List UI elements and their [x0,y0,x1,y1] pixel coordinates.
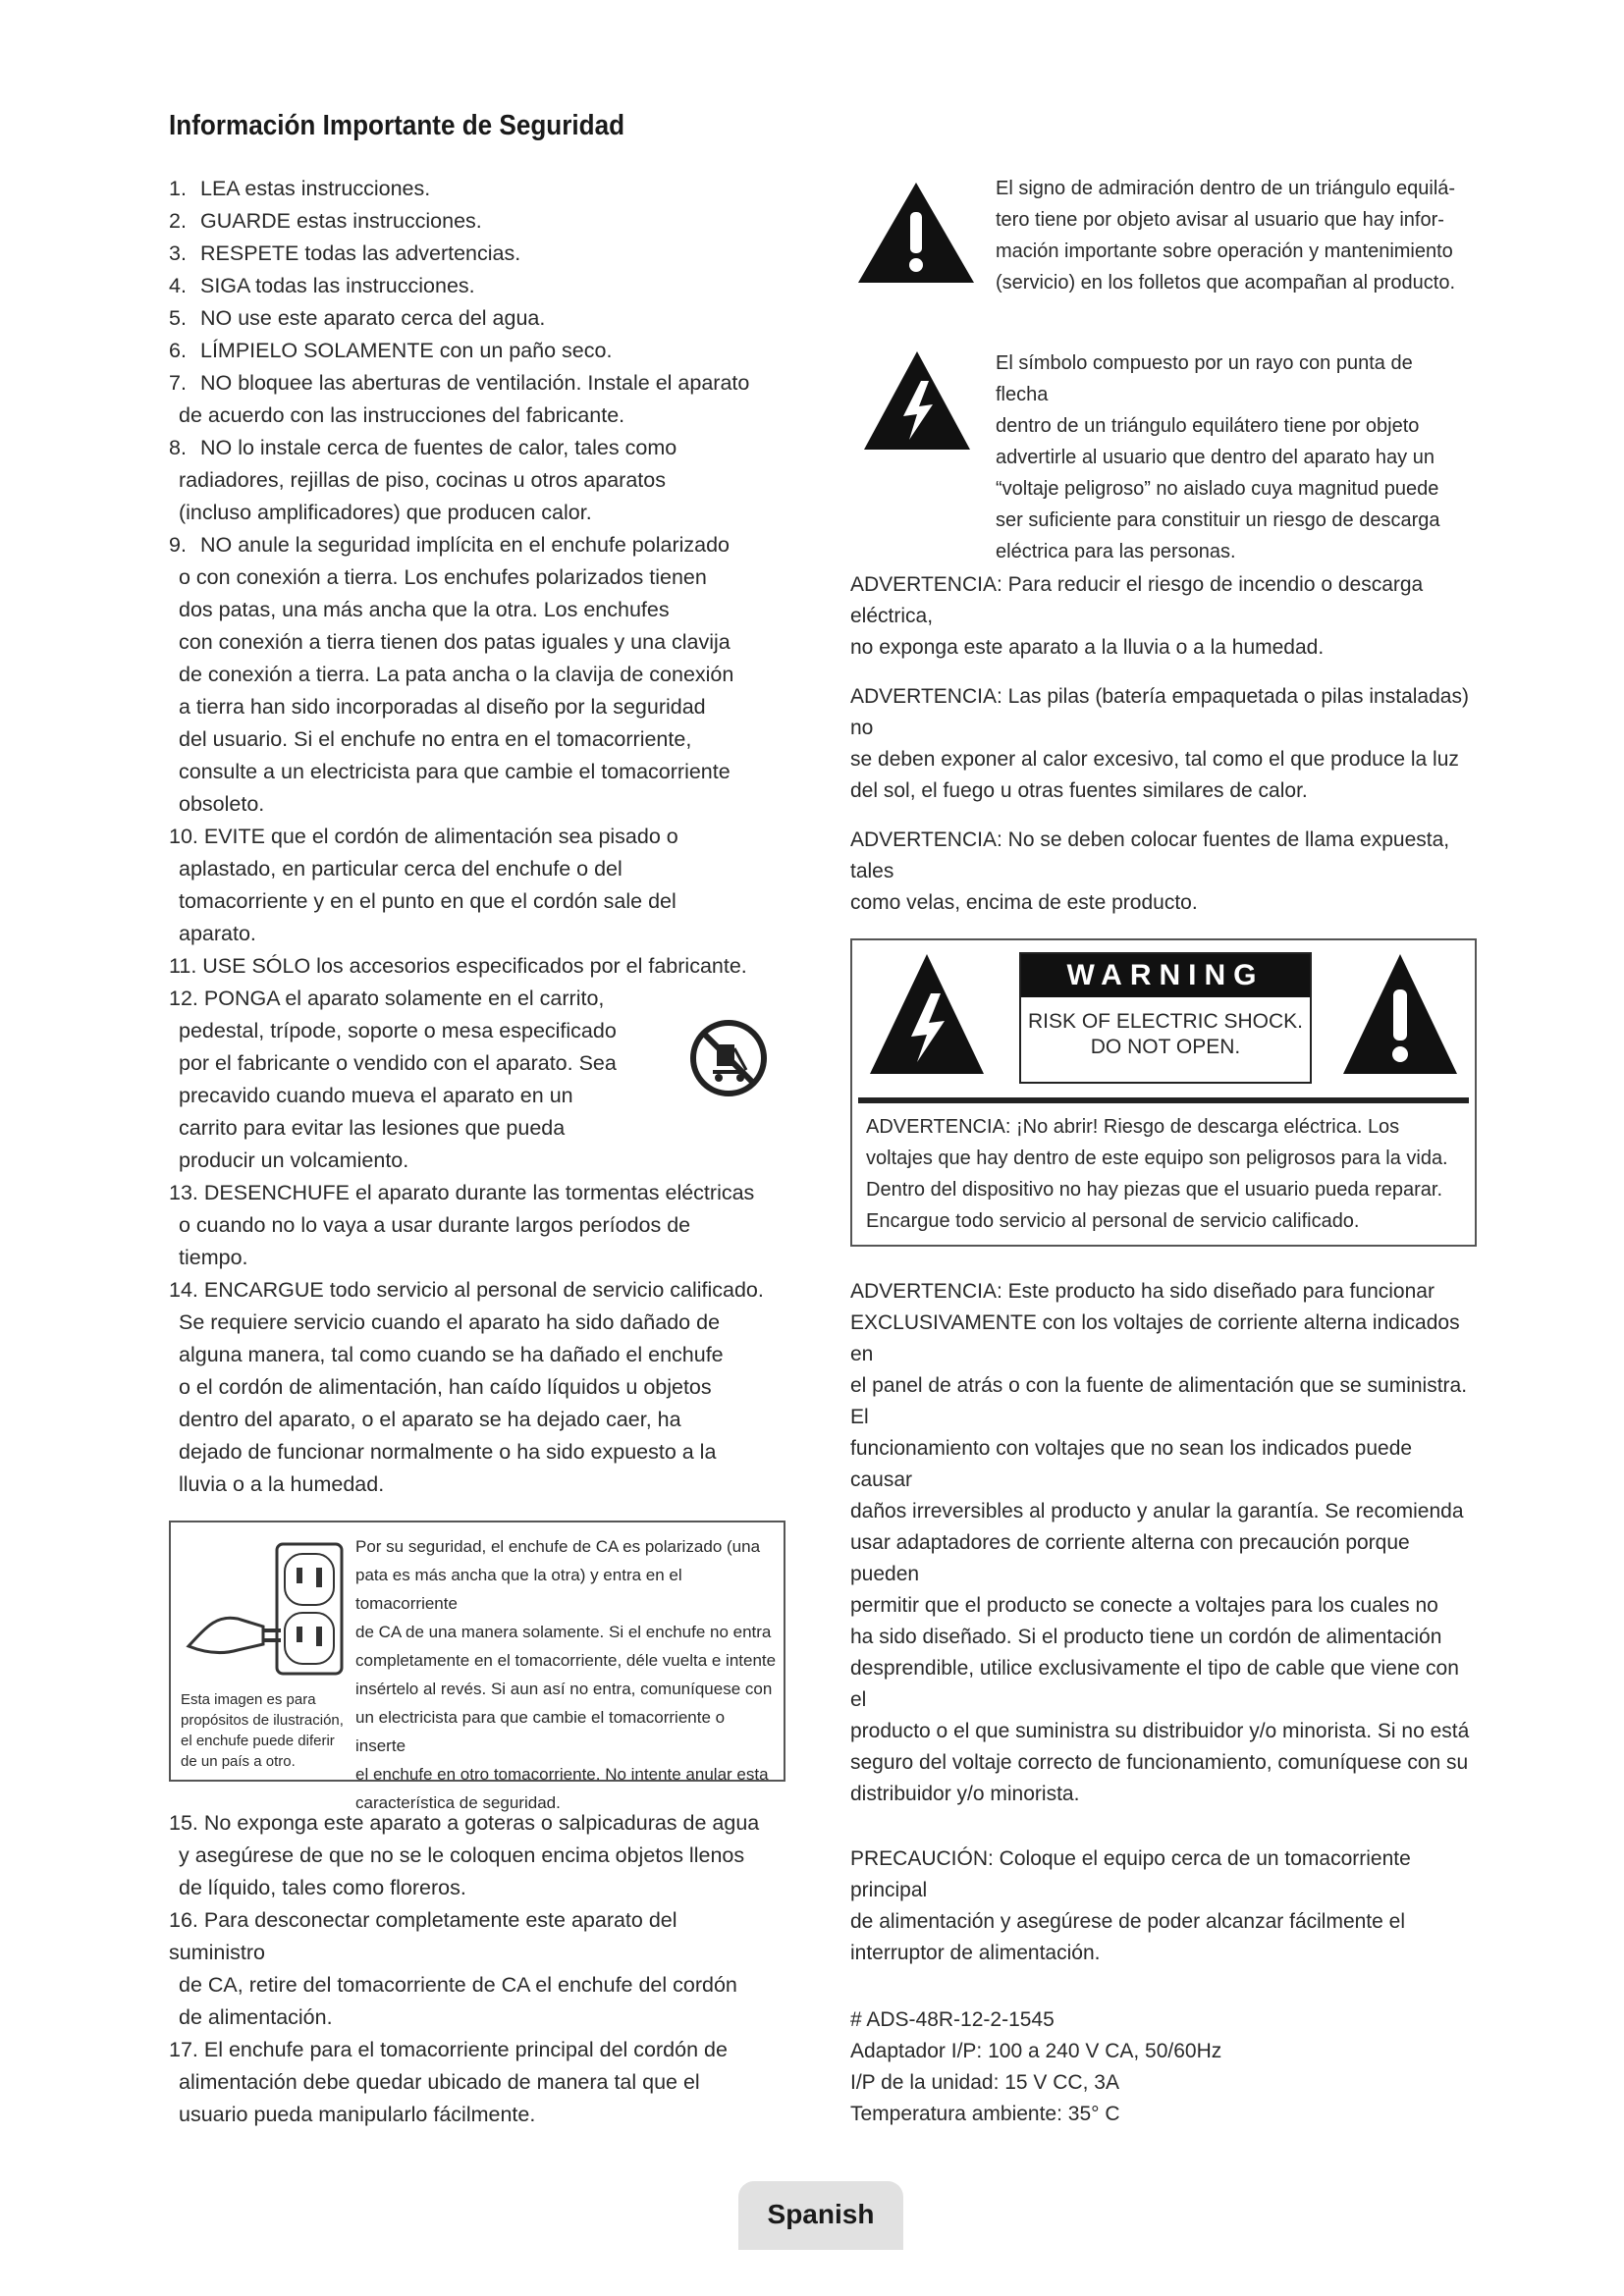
list-item-text: DESENCHUFE el aparato durante las tormentas eléctricas [203,1181,755,1204]
plug-text-line: de CA de una manera solamente. Si el enchufe no entra [355,1623,772,1641]
list-item [169,1274,778,1501]
list-item-line [169,205,778,238]
list-item-line [169,1339,778,1371]
text-line: ser suficiente para constituir un riesgo de descarga [996,509,1440,531]
text-line: ADVERTENCIA: No se deben colocar fuentes de llama expuesta, tales [850,828,1450,882]
list-item-line [169,2066,778,2099]
plug-text-line: insértelo al revés. Si aun así no entra, comuníquese con [355,1680,773,1698]
list-item-line [169,1177,778,1209]
list-item-line [169,1112,778,1145]
text-line: ADVERTENCIA: Este producto ha sido diseñado para funcionar [850,1280,1435,1303]
list-item [169,1904,778,2034]
list-item-number: 7. [169,371,187,395]
list-item-line [169,1307,778,1339]
list-item-text: El enchufe para el tomacorriente principal del cordón de [203,2038,728,2061]
list-item-line [169,691,778,723]
list-item-text: de líquido, tales como floreros. [179,1876,466,1899]
exclamation-description [996,173,1467,298]
warning-paragraph [850,681,1479,807]
list-item-text: NO use este aparato cerca del agua. [199,306,546,330]
list-item-text: producir un volcamiento. [179,1148,409,1172]
list-item-line [169,1872,778,1904]
warning-line-1: RISK OF ELECTRIC SHOCK. [1027,1010,1304,1033]
list-item-line [169,1015,778,1047]
text-line: producto o el que suministra su distribuidor y/o minorista. Si no está [850,1720,1470,1742]
page-title: Información Importante de Seguridad [169,110,625,141]
list-item-line [169,302,778,335]
right-column [850,173,1479,2148]
list-item-text: ENCARGUE todo servicio al personal de servicio calificado. [203,1278,764,1302]
list-item-line [169,1436,778,1468]
list-item-text: NO anule la seguridad implícita en el enchufe polarizado [199,533,731,557]
list-item-line [169,1969,778,2002]
caption-line: de un país a otro. [181,1753,296,1770]
text-line: de alimentación y asegúrese de poder alcanzar fácilmente el [850,1910,1406,1933]
list-item-line [169,238,778,270]
spec-line: # ADS-48R-12-2-1545 [850,2008,1055,2031]
list-item [169,270,778,302]
list-item-text: y asegúrese de que no se le coloquen encima objetos llenos [179,1843,745,1867]
plug-text [355,1532,778,1817]
text-line: del sol, el fuego u otras fuentes similares de calor. [850,779,1308,802]
list-item-line [169,626,778,659]
list-item-text: radiadores, rejillas de piso, cocinas u otros aparatos [179,468,666,492]
caption-line: propósitos de ilustración, [181,1712,344,1729]
plug-text-line: un electricista para que cambie el tomacorriente o inserte [355,1708,726,1755]
text-line: desprendible, utilice exclusivamente el tipo de cable que viene con el [850,1657,1459,1711]
list-item-text: No exponga este aparato a goteras o salpicaduras de agua [203,1811,760,1835]
list-item-line [169,756,778,788]
lightning-triangle-icon [866,950,988,1078]
spec-list [850,2004,1479,2130]
list-item-line [169,432,778,464]
text-line: usar adaptadores de corriente alterna con precaución porque pueden [850,1531,1410,1585]
list-item-text: SIGA todas las instrucciones. [199,274,475,297]
list-item-text: NO bloquee las aberturas de ventilación. Instale el aparato [199,371,750,395]
list-item-line [169,885,778,918]
text-line: EXCLUSIVAMENTE con los voltajes de corriente alterna indicados en [850,1311,1460,1365]
list-item-text: o cuando no lo vaya a usar durante largos períodos de [179,1213,691,1237]
list-item [169,205,778,238]
spec-line: Adaptador I/P: 100 a 240 V CA, 50/60Hz [850,2040,1222,2062]
text-line: ADVERTENCIA: Para reducir el riesgo de incendio o descarga eléctrica, [850,573,1424,627]
precaution-text [850,1843,1479,1969]
list-item-text: pedestal, trípode, soporte o mesa especificado [179,1019,617,1042]
list-item-text: del usuario. Si el enchufe no entra en el tomacorriente, [179,727,692,751]
list-item-line [169,464,778,497]
list-item [169,432,778,529]
text-line: advertirle al usuario que dentro del aparato hay un [996,447,1435,468]
lightning-symbol-row [850,347,1479,569]
left-column [169,173,778,2131]
spec-line: Temperatura ambiente: 35° C [850,2103,1120,2125]
list-item-line [169,1904,778,1969]
text-line: daños irreversibles al producto y anular la garantía. Se recomienda [850,1500,1464,1522]
list-item-line [169,723,778,756]
plug-text-line: el enchufe en otro tomacorriente. No intente anular esta [355,1765,769,1784]
warning-divider [858,1097,1469,1103]
list-item-number: 17. [169,2038,198,2061]
plug-outlet-icon [179,1536,355,1683]
list-item-number: 9. [169,533,187,557]
list-item-text: o con conexión a tierra. Los enchufes polarizados tienen [179,565,707,589]
text-line: interruptor de alimentación. [850,1942,1101,1964]
text-line: Dentro del dispositivo no hay piezas que el usuario pueda reparar. [866,1179,1443,1201]
list-item [169,529,778,821]
list-item-text: de alimentación. [179,2005,333,2029]
list-item-text: obsoleto. [179,792,265,816]
list-item-line [169,594,778,626]
list-item-text: Para desconectar completamente este aparato del suministro [169,1908,677,1964]
text-line: PRECAUCIÓN: Coloque el equipo cerca de un tomacorriente principal [850,1847,1411,1901]
list-item-text: usuario pueda manipularlo fácilmente. [179,2103,536,2126]
list-item [169,1177,778,1274]
list-item-line [169,853,778,885]
text-line: Encargue todo servicio al personal de servicio calificado. [866,1210,1360,1232]
text-line: distribuidor y/o minorista. [850,1783,1080,1805]
list-item-text: LEA estas instrucciones. [199,177,431,200]
list-item-line [169,1274,778,1307]
list-item-line [169,1209,778,1242]
text-line: se deben exponer al calor excesivo, tal como el que produce la luz [850,748,1459,771]
plug-caption [181,1689,353,1772]
text-line: voltajes que hay dentro de este equipo son peligrosos para la vida. [866,1148,1448,1169]
list-item-text: dejado de funcionar normalmente o ha sido expuesto a la [179,1440,717,1464]
list-item-text: de acuerdo con las instrucciones del fabricante. [179,403,625,427]
text-line: tero tiene por objeto avisar al usuario que hay infor- [996,209,1444,231]
list-item-line [169,173,778,205]
text-line: seguro del voltaje correcto de funcionamiento, comuníquese con su [850,1751,1469,1774]
list-item-text: Se requiere servicio cuando el aparato ha sido dañado de [179,1310,721,1334]
list-item-number: 11. [169,954,197,978]
list-item-text: tomacorriente y en el punto en que el cordón sale del [179,889,677,913]
text-line: ADVERTENCIA: Las pilas (batería empaquetada o pilas instaladas) no [850,685,1469,739]
warning-paragraph [850,825,1479,919]
instruction-list-2 [169,1807,778,2131]
list-item-number: 8. [169,436,187,459]
list-item [169,367,778,432]
list-item-line [169,335,778,367]
text-line: el panel de atrás o con la fuente de alimentación que se suministra. El [850,1374,1468,1428]
list-item-line [169,1145,778,1177]
list-item-line [169,1242,778,1274]
list-item-text: aplastado, en particular cerca del enchufe o del [179,857,623,881]
list-item-text: de CA, retire del tomacorriente de CA el enchufe del cordón [179,1973,737,1997]
list-item-text: aparato. [179,922,256,945]
list-item-number: 5. [169,306,187,330]
text-line: ADVERTENCIA: ¡No abrir! Riesgo de descarga eléctrica. Los [866,1116,1400,1138]
list-item [169,950,778,983]
list-item-text: de conexión a tierra. La pata ancha o la clavija de conexión [179,663,734,686]
lightning-description [996,347,1467,567]
caption-line: el enchufe puede diferir [181,1733,335,1749]
exclamation-symbol-row [850,173,1479,340]
plug-text-line: completamente en el tomacorriente, déle vuelta e intente [355,1651,777,1670]
list-item-line [169,1080,778,1112]
list-item-number: 6. [169,339,187,362]
list-item-text: RESPETE todas las advertencias. [199,241,521,265]
list-item-line [169,400,778,432]
instruction-list [169,173,778,1501]
exclamation-triangle-icon [854,179,978,287]
list-item-line [169,367,778,400]
cart-warning-icon [689,1019,768,1097]
list-item [169,173,778,205]
text-line: mación importante sobre operación y mantenimiento [996,240,1453,262]
list-item-number: 3. [169,241,187,265]
list-item-line [169,1371,778,1404]
list-item-line [169,1404,778,1436]
list-item [169,2034,778,2131]
list-item-line [169,918,778,950]
list-item-text: tiempo. [179,1246,248,1269]
text-line: El símbolo compuesto por un rayo con punta de flecha [996,352,1413,405]
list-item-text: por el fabricante o vendido con el aparato. Sea [179,1051,617,1075]
list-item-text: (incluso amplificadores) que producen calor. [179,501,592,524]
warning-paragraph [850,569,1479,664]
plug-text-line: pata es más ancha que la otra) y entra en el tomacorriente [355,1566,682,1613]
list-item-number: 16. [169,1908,198,1932]
list-item-text: alguna manera, tal como cuando se ha dañado el enchufe [179,1343,724,1366]
list-item-text: dentro del aparato, o el aparato se ha dejado caer, ha [179,1408,681,1431]
list-item-line [169,1468,778,1501]
list-item-number: 14. [169,1278,198,1302]
warning-line-2: DO NOT OPEN. [1090,1036,1241,1058]
text-line: “voltaje peligroso” no aislado cuya magnitud puede [996,478,1439,500]
list-item-line [169,561,778,594]
list-item-number: 15. [169,1811,198,1835]
list-item-line [169,788,778,821]
list-item-number: 1. [169,177,187,200]
warning-advertencia [866,1111,1465,1237]
list-item-text: GUARDE estas instrucciones. [199,209,482,233]
warning-box [850,938,1477,1247]
warning-banner [1019,952,1312,1084]
list-item [169,335,778,367]
list-item-line [169,2099,778,2131]
text-line: permitir que el producto se conecte a voltajes para los cuales no [850,1594,1438,1617]
text-line: El signo de admiración dentro de un triángulo equilá- [996,178,1456,199]
list-item-line [169,2002,778,2034]
list-item-text: con conexión a tierra tienen dos patas iguales y una clavija [179,630,731,654]
list-item-text: o el cordón de alimentación, han caído líquidos u objetos [179,1375,712,1399]
list-item-text: LÍMPIELO SOLAMENTE con un paño seco. [199,339,613,362]
plug-text-line: característica de seguridad. [355,1793,561,1812]
list-item [169,302,778,335]
text-line: no exponga este aparato a la lluvia o a la humedad. [850,636,1325,659]
list-item [169,983,778,1177]
text-line: (servicio) en los folletos que acompañan al producto. [996,272,1456,294]
warnings-block [850,569,1479,919]
list-item-line [169,659,778,691]
caption-line: Esta imagen es para [181,1691,316,1708]
list-item-line [169,2034,778,2066]
list-item-number: 2. [169,209,187,233]
spec-line: I/P de la unidad: 15 V CC, 3A [850,2071,1119,2094]
polarized-plug-box [169,1521,785,1812]
list-item-number: 10. [169,825,198,848]
list-item-line [169,497,778,529]
list-item-text: precavido cuando mueva el aparato en un [179,1084,573,1107]
exclamation-triangle-icon [1339,950,1461,1078]
list-item-text: alimentación debe quedar ubicado de manera tal que el [179,2070,700,2094]
list-item-line [169,529,778,561]
list-item-number: 4. [169,274,187,297]
list-item-text: NO lo instale cerca de fuentes de calor, tales como [199,436,677,459]
list-item-number: 13. [169,1181,198,1204]
text-line: ha sido diseñado. Si el producto tiene un cordón de alimentación [850,1626,1442,1648]
list-item-text: consulte a un electricista para que cambie el tomacorriente [179,760,731,783]
list-item-line [169,1047,778,1080]
lightning-triangle-icon [860,347,974,454]
text-line: funcionamiento con voltajes que no sean los indicados puede causar [850,1437,1413,1491]
list-item-text: lluvia o a la humedad. [179,1472,385,1496]
text-line: como velas, encima de este producto. [850,891,1198,914]
list-item-text: PONGA el aparato solamente en el carrito, [203,987,605,1010]
list-item-text: a tierra han sido incorporadas al diseño por la seguridad [179,695,706,719]
list-item [169,238,778,270]
list-item [169,1807,778,1904]
list-item-text: carrito para evitar las lesiones que pueda [179,1116,566,1140]
list-item-text: EVITE que el cordón de alimentación sea pisado o [203,825,678,848]
voltage-warning [850,1276,1479,1810]
text-line: dentro de un triángulo equilátero tiene por objeto [996,415,1420,437]
list-item-number: 12. [169,987,198,1010]
text-line: eléctrica para las personas. [996,541,1236,562]
list-item-line [169,270,778,302]
list-item-text: USE SÓLO los accesorios especificados por el fabricante. [202,954,747,978]
list-item-line [169,821,778,853]
list-item-line [169,1840,778,1872]
list-item-text: dos patas, una más ancha que la otra. Los enchufes [179,598,670,621]
list-item-line [169,950,778,983]
plug-text-line: Por su seguridad, el enchufe de CA es polarizado (una [355,1537,761,1556]
list-item-line [169,983,778,1015]
warning-heading: WARNING [1021,954,1310,997]
list-item [169,821,778,950]
language-badge: Spanish [738,2181,903,2250]
